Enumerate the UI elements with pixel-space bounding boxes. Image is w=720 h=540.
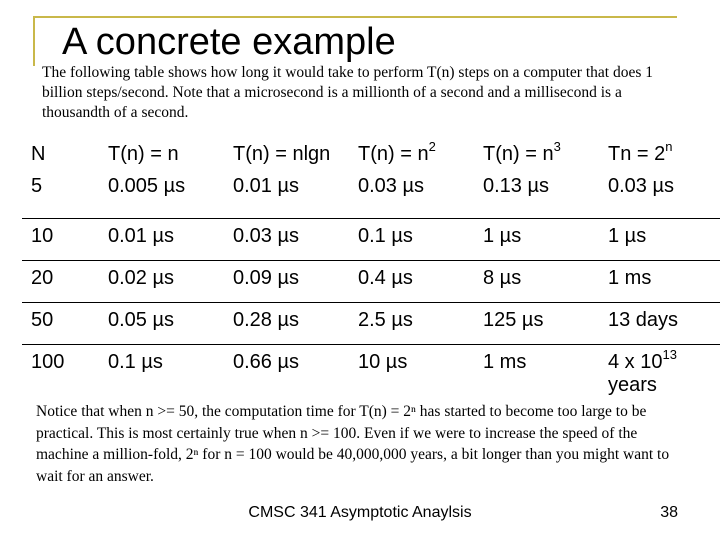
table-cell: 1 µs	[599, 219, 720, 261]
table-cell: 0.03 µs	[349, 173, 474, 219]
table-cell: 0.03 µs	[224, 219, 349, 261]
title-frame-left-rule	[33, 16, 35, 66]
table-row	[22, 173, 720, 219]
table-cell: 2.5 µs	[349, 303, 474, 345]
table-row	[22, 345, 720, 404]
table-cell: 4 x $10^{13}$ years	[608, 347, 677, 396]
slide-title: A concrete example	[62, 21, 396, 63]
table-cell: 13 days	[599, 303, 720, 345]
table-cell: 10	[22, 219, 99, 261]
footer-course-title: CMSC 341 Asymptotic Anaylsis	[248, 504, 472, 521]
table-cell: 125 µs	[474, 303, 599, 345]
table-cell: 50	[22, 303, 99, 345]
table-cell: 0.1 µs	[108, 351, 163, 373]
notice-paragraph: Notice that when n >= 50, the computation time for T(n) = 2ⁿ has started to become too large to be practical. This is most certainly true when n >= 100. Even if we were to increase the speed of the machine a million-fold, 2ⁿ for n = 100 would be 40,000,000 years, a bit longer than you might want to wait for an answer.	[36, 403, 670, 485]
header-nlgn: T(n) = nlgn	[233, 143, 331, 165]
table-cell: 0.13 µs	[474, 173, 599, 219]
table-cell: 1 ms	[483, 351, 527, 373]
table-cell: 1 µs	[474, 219, 599, 261]
header-linear: T(n) = n	[108, 143, 179, 165]
table-cell: 0.005 µs	[99, 173, 224, 219]
table-cell: 0.66 µs	[233, 351, 300, 373]
header-cubic: $T(n) = n^3$	[483, 139, 561, 165]
table-cell: 100	[31, 351, 65, 373]
table-cell: 1 ms	[599, 261, 720, 303]
table-cell: 0.4 µs	[349, 261, 474, 303]
table-cell: 0.03 µs	[599, 173, 720, 219]
table-cell: 20	[22, 261, 99, 303]
table-row	[22, 219, 720, 261]
table-row	[22, 303, 720, 345]
title-frame-top-rule	[33, 16, 677, 18]
header-exponential: $Tn = 2^n$	[608, 139, 673, 165]
table-cell: 0.05 µs	[99, 303, 224, 345]
table-cell: 0.09 µs	[224, 261, 349, 303]
intro-paragraph: The following table shows how long it would take to perform T(n) steps on a computer that does 1 billion steps/second. Note that a microsecond is a millionth of a second and a millisecond is a thousandth of a second.	[42, 64, 653, 121]
header-quadratic: $T(n) = n^2$	[358, 139, 436, 165]
table-cell: 5	[22, 173, 99, 219]
table-cell: 8 µs	[474, 261, 599, 303]
page-number: 38	[660, 504, 678, 521]
table-cell: 0.01 µs	[99, 219, 224, 261]
table-cell: 10 µs	[358, 351, 408, 373]
table-cell: 0.02 µs	[99, 261, 224, 303]
header-n: N	[31, 143, 46, 165]
table-cell: 0.1 µs	[349, 219, 474, 261]
table-row	[22, 261, 720, 303]
table-cell: 0.28 µs	[224, 303, 349, 345]
runtime-table	[22, 137, 720, 403]
table-header-row	[22, 137, 720, 173]
table-cell: 0.01 µs	[224, 173, 349, 219]
